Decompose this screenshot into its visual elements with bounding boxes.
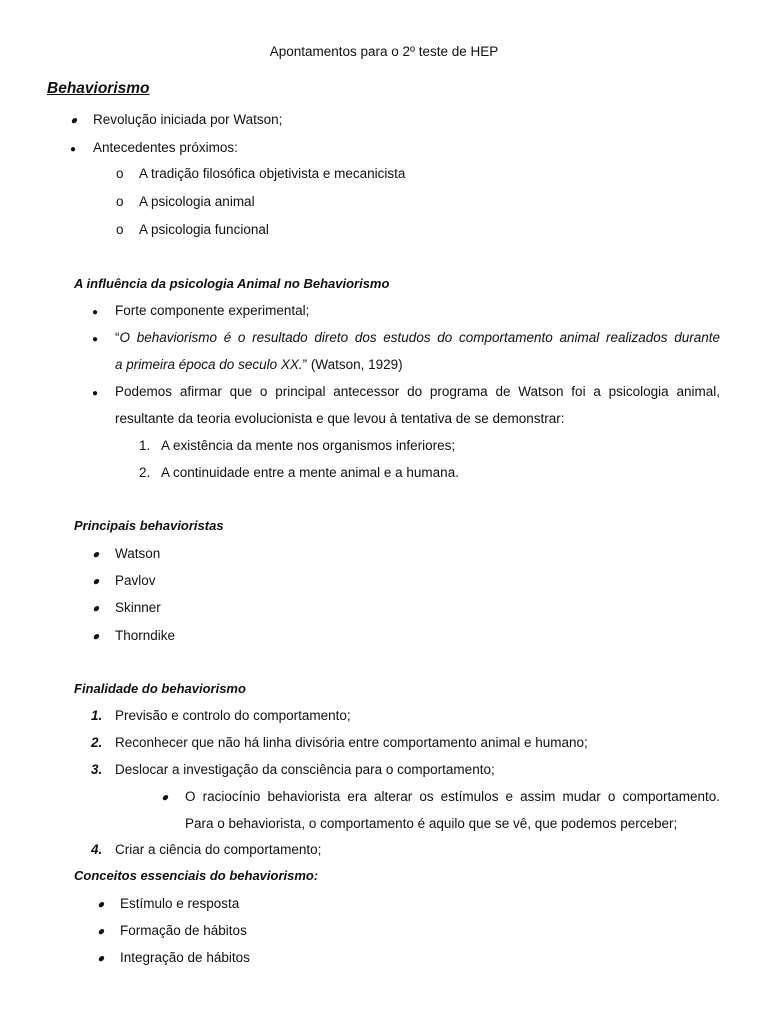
document-title: Apontamentos para o 2º teste de HEP <box>269 44 499 59</box>
bullet-icon: ● <box>95 924 108 938</box>
sub-list-item: A psicologia funcional <box>139 222 269 237</box>
circle-bullet-icon: o <box>116 222 124 237</box>
bullet-icon: ● <box>70 144 77 155</box>
sub-paragraph-line-2: Para o behaviorista, o comportamento é aquilo que se vê, que podemos perceber; <box>185 816 678 831</box>
bullet-icon: ● <box>90 574 103 588</box>
numbered-item: A existência da mente nos organismos inferiores; <box>161 438 456 453</box>
bullet-icon: ● <box>95 951 108 965</box>
bullet-icon: ● <box>92 334 99 345</box>
bullet-icon: ● <box>90 547 103 561</box>
quote-line-1: “O behaviorismo é o resultado direto dos estudos do comportamento animal realizados durante <box>115 330 720 345</box>
sub-paragraph-line-1: O raciocínio behaviorista era alterar os estímulos e assim mudar o comportamento. <box>185 789 720 804</box>
quote-line-2: a primeira época do seculo XX.” (Watson, 1929) <box>115 357 403 372</box>
list-item: Formação de hábitos <box>120 923 247 938</box>
bullet-icon: ● <box>159 790 172 804</box>
circle-bullet-icon: o <box>116 194 124 209</box>
heading-conceitos: Conceitos essenciais do behaviorismo: <box>74 868 319 883</box>
list-number: 2. <box>139 465 151 480</box>
paragraph-line-1: Podemos afirmar que o principal antecessor do programa de Watson foi a psicologia animal, <box>115 384 720 399</box>
paragraph-line-2: resultante da teoria evolucionista e que levou à tentativa de se demonstrar: <box>115 411 565 426</box>
list-number: 1. <box>91 708 103 723</box>
list-item: Integração de hábitos <box>120 950 250 965</box>
list-number: 3. <box>91 762 103 777</box>
bullet-icon: ● <box>68 113 81 127</box>
bullet-icon: ● <box>92 388 99 399</box>
heading-behaviorismo: Behaviorismo <box>47 80 150 97</box>
bullet-icon: ● <box>95 897 108 911</box>
numbered-item: A continuidade entre a mente animal e a humana. <box>161 465 459 480</box>
sub-list-item: A psicologia animal <box>139 194 255 209</box>
bullet-icon: ● <box>90 601 103 615</box>
list-item: Pavlov <box>115 573 156 588</box>
list-item: Thorndike <box>115 628 176 643</box>
bullet-icon: ● <box>90 629 103 643</box>
numbered-item: Criar a ciência do comportamento; <box>115 842 322 857</box>
list-number: 2. <box>91 735 103 750</box>
numbered-item: Previsão e controlo do comportamento; <box>115 708 351 723</box>
list-item: Antecedentes próximos: <box>93 140 238 155</box>
list-item: Skinner <box>115 600 161 615</box>
list-item: Watson <box>115 546 161 561</box>
heading-finalidade: Finalidade do behaviorismo <box>74 681 246 696</box>
list-item: Forte componente experimental; <box>115 303 310 318</box>
list-number: 1. <box>139 438 151 453</box>
circle-bullet-icon: o <box>116 166 124 181</box>
list-item: Estímulo e resposta <box>120 896 240 911</box>
list-item: Revolução iniciada por Watson; <box>93 112 283 127</box>
sub-list-item: A tradição filosófica objetivista e mecanicista <box>139 166 406 181</box>
list-number: 4. <box>91 842 103 857</box>
heading-principais: Principais behavioristas <box>74 518 224 533</box>
numbered-item: Deslocar a investigação da consciência para o comportamento; <box>115 762 495 777</box>
heading-influencia: A influência da psicologia Animal no Behaviorismo <box>74 276 390 291</box>
numbered-item: Reconhecer que não há linha divisória entre comportamento animal e humano; <box>115 735 588 750</box>
bullet-icon: ● <box>92 307 99 318</box>
